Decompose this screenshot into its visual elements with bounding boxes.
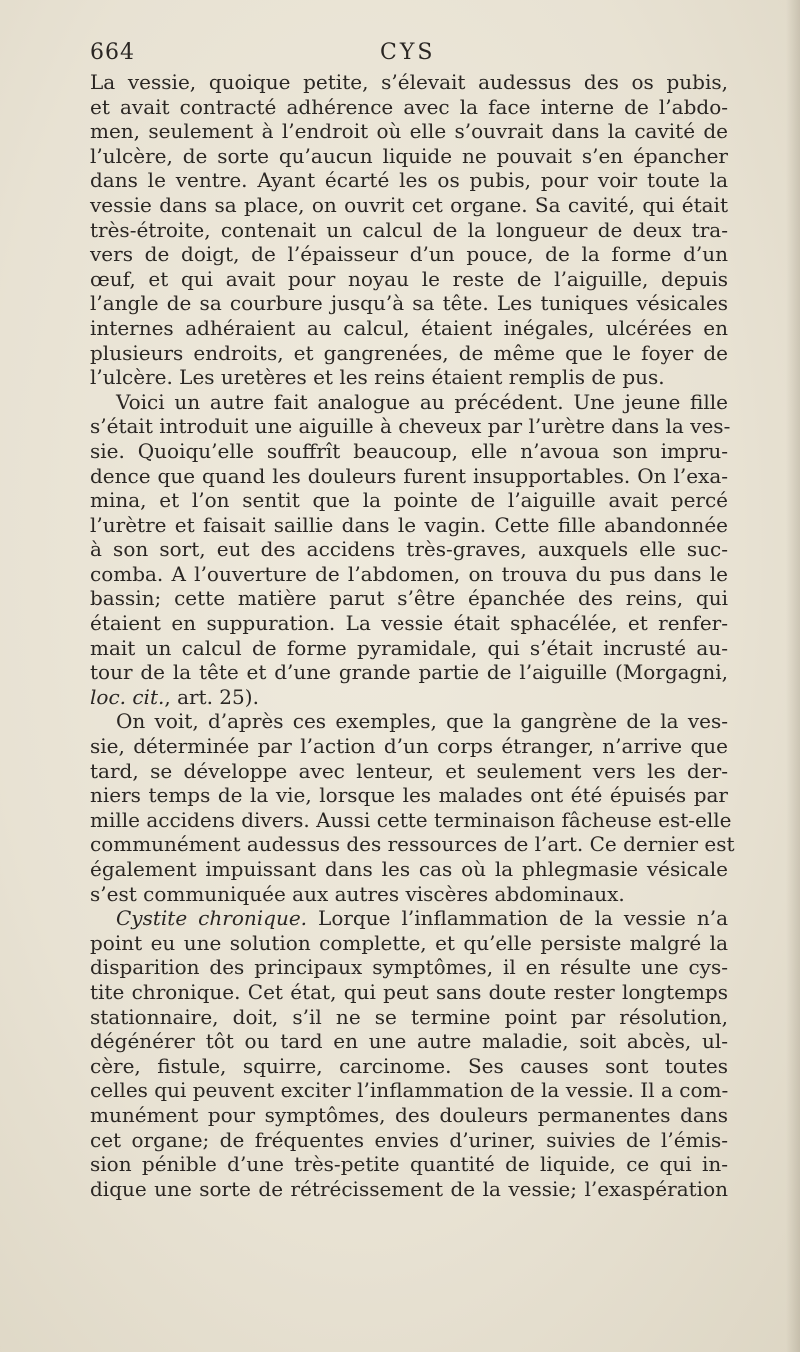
text-line: l’ulcère, de sorte qu’aucun liquide ne pouvait s’en épancher bbox=[90, 143, 728, 168]
italic-text: Cystite chronique. bbox=[116, 906, 308, 931]
text-line: s’est communiquée aux autres viscères abdominaux. bbox=[90, 881, 625, 906]
text-line: niers temps de la vie, lorsque les malades ont été épuisés par bbox=[90, 783, 728, 808]
text-line: très-étroite, contenait un calcul de la longueur de deux tra- bbox=[90, 217, 728, 242]
text-line: dégénérer tôt ou tard en une autre maladie, soit abcès, ul- bbox=[90, 1029, 728, 1054]
text-line: comba. A l’ouverture de l’abdomen, on trouva du pus dans le bbox=[90, 561, 728, 586]
text-line: munément pour symptômes, des douleurs permanentes dans bbox=[90, 1102, 728, 1127]
line-text: Lorque l’inflammation de la vessie n’a bbox=[307, 906, 728, 931]
text-line: l’angle de sa courbure jusqu’à sa tête. Les tuniques vésicales bbox=[90, 291, 728, 316]
text-line: cère, fistule, squirre, carcinome. Ses causes sont toutes bbox=[90, 1053, 728, 1078]
text-line: sion pénible d’une très-petite quantité de liquide, ce qui in- bbox=[90, 1152, 728, 1177]
page-number: 664 bbox=[90, 40, 135, 65]
text-line: internes adhéraient au calcul, étaient inégales, ulcérées en bbox=[90, 315, 728, 340]
text-line: et avait contracté adhérence avec la face interne de l’abdo- bbox=[90, 94, 728, 119]
text-line: plusieurs endroits, et gangrenées, de même que le foyer de bbox=[90, 340, 728, 365]
page-header bbox=[90, 40, 728, 66]
text-line: mille accidens divers. Aussi cette terminaison fâcheuse est-elle bbox=[90, 807, 732, 832]
text-line: communément audessus des ressources de l’art. Ce dernier est bbox=[90, 832, 735, 857]
text-line bbox=[90, 906, 728, 931]
text-line: bassin; cette matière parut s’être épanchée des reins, qui bbox=[90, 586, 728, 611]
text-line: dans le ventre. Ayant écarté les os pubis, pour voir toute la bbox=[90, 168, 728, 193]
text-line: mina, et l’on sentit que la pointe de l’aiguille avait percé bbox=[90, 488, 728, 513]
text-line: cet organe; de fréquentes envies d’uriner, suivies de l’émis- bbox=[90, 1127, 728, 1152]
text-line: tard, se développe avec lenteur, et seulement vers les der- bbox=[90, 758, 728, 783]
text-line: tour de la tête et d’une grande partie de l’aiguille (Morgagni, bbox=[90, 660, 728, 685]
text-line: disparition des principaux symptômes, il en résulte une cys- bbox=[90, 955, 728, 980]
text-line: celles qui peuvent exciter l’inflammation de la vessie. Il a com- bbox=[90, 1078, 729, 1103]
text-line: sie, déterminée par l’action d’un corps étranger, n’arrive que bbox=[90, 734, 728, 759]
text-line: à son sort, eut des accidens très-graves, auxquels elle suc- bbox=[90, 537, 728, 562]
text-line: s’était introduit une aiguille à cheveux par l’urètre dans la ves- bbox=[90, 414, 731, 439]
body-text bbox=[90, 70, 735, 1201]
text-line: dique une sorte de rétrécissement de la vessie; l’exaspération bbox=[90, 1176, 728, 1201]
text-line: également impuissant dans les cas où la phlegmasie vésicale bbox=[90, 857, 728, 881]
text-line: La vessie, quoique petite, s’élevait audessus des os pubis, bbox=[90, 70, 728, 94]
page-edge-shadow bbox=[786, 0, 800, 1352]
text-line: On voit, d’après ces exemples, que la gangrène de la ves- bbox=[116, 709, 728, 734]
text-line bbox=[90, 685, 728, 710]
text-line: vessie dans sa place, on ouvrit cet organe. Sa cavité, qui était bbox=[90, 192, 728, 217]
text-line: étaient en suppuration. La vessie était sphacélée, et renfer- bbox=[90, 611, 728, 636]
text-line: stationnaire, doit, s’il ne se termine point par résolution, bbox=[90, 1004, 728, 1029]
text-line: l’ulcère. Les uretères et les reins étaient remplis de pus. bbox=[90, 365, 665, 390]
text-line: men, seulement à l’endroit où elle s’ouvrait dans la cavité de bbox=[90, 119, 728, 144]
text-line: Voici un autre fait analogue au précédent. Une jeune fille bbox=[116, 389, 728, 414]
text-line: dence que quand les douleurs furent insupportables. On l’exa- bbox=[90, 463, 728, 488]
text-line: sie. Quoiqu’elle souffrît beaucoup, elle n’avoua son impru- bbox=[90, 438, 728, 463]
text-line: œuf, et qui avait pour noyau le reste de l’aiguille, depuis bbox=[90, 266, 728, 291]
italic-text: loc. cit. bbox=[90, 684, 165, 709]
text-line: vers de doigt, de l’épaisseur d’un pouce, de la forme d’un bbox=[90, 242, 728, 267]
text-line: mait un calcul de forme pyramidale, qui s’était incrusté au- bbox=[90, 635, 728, 660]
text-line: tite chronique. Cet état, qui peut sans doute rester longtemps bbox=[90, 979, 728, 1004]
text-line: l’urètre et faisait saillie dans le vagin. Cette fille abandonnée bbox=[90, 512, 728, 537]
line-text: , art. 25). bbox=[164, 684, 259, 709]
running-head: CYS bbox=[380, 40, 436, 65]
text-line: point eu une solution complette, et qu’elle persiste malgré la bbox=[90, 930, 728, 955]
